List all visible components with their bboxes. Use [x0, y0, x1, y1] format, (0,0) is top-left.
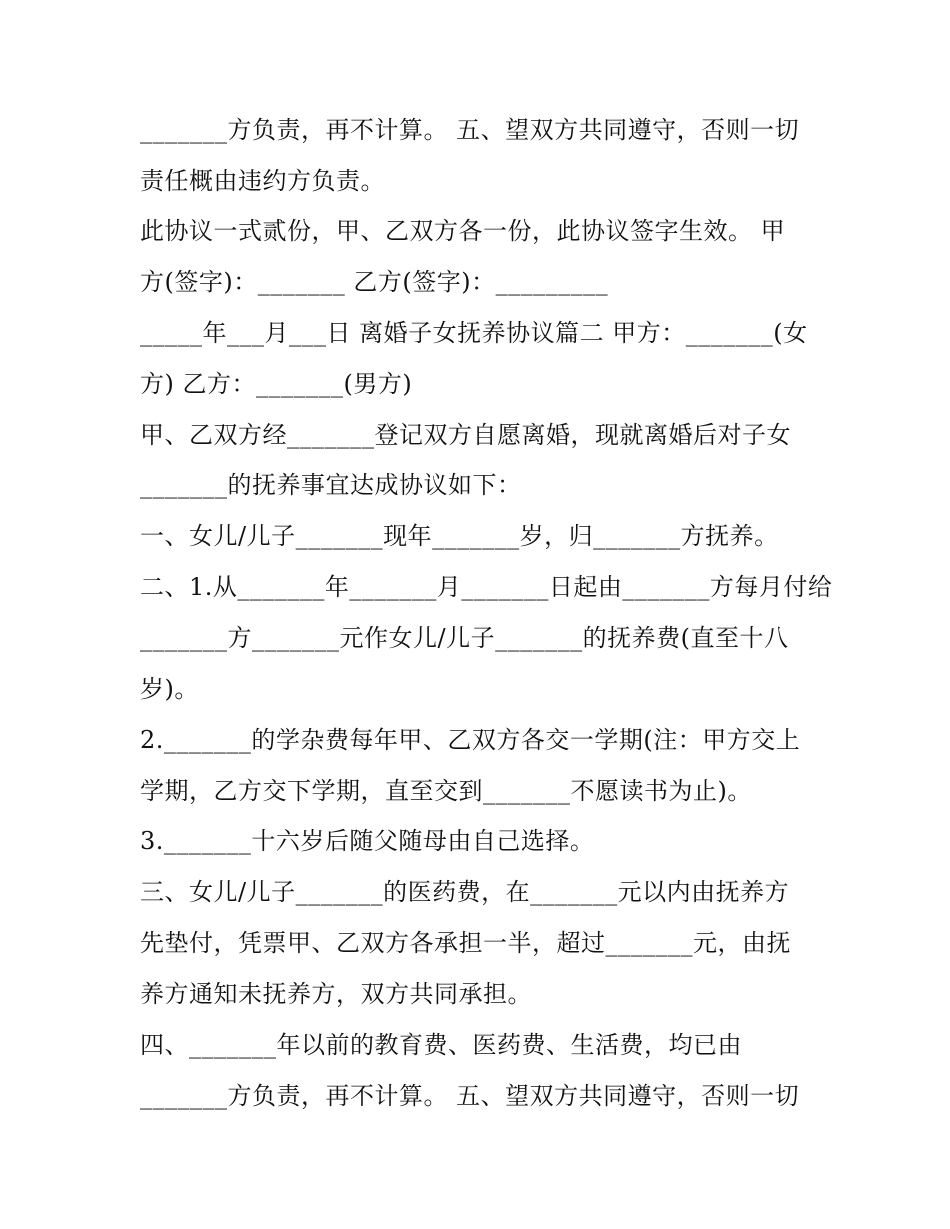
text-line: 方) 乙方：_______(男方): [140, 370, 413, 398]
text-line: 二、1.从_______年_______月_______日起由_______方每月付给: [140, 573, 833, 601]
text-line: _______方负责，再不计算。 五、望双方共同遵守，否则一切: [140, 1082, 800, 1110]
text-line: 三、女儿/儿子_______的医药费，在_______元以内由抚养方: [140, 878, 790, 906]
text-line: 养方通知未抚养方，双方共同承担。: [140, 980, 532, 1008]
text-line: _____年___月___日 离婚子女抚养协议篇二 甲方：_______(女: [140, 319, 808, 347]
text-line: 学期，乙方交下学期，直至交到_______不愿读书为止)。: [140, 777, 752, 805]
text-line: 此协议一式贰份，甲、乙双方各一份，此协议签字生效。 甲: [140, 217, 786, 245]
text-line: 四、_______年以前的教育费、医药费、生活费，均已由: [140, 1031, 742, 1059]
text-line: 先垫付，凭票甲、乙双方各承担一半，超过_______元，由抚: [140, 929, 791, 957]
text-line: 岁)。: [140, 675, 199, 703]
text-line: 甲、乙双方经_______登记双方自愿离婚，现就离婚后对子女: [140, 421, 791, 449]
text-line: 一、女儿/儿子_______现年_______岁，归_______方抚养。: [140, 522, 779, 550]
text-line: 方(签字)：_______ 乙方(签字)：_________: [140, 268, 609, 296]
text-line: _______的抚养事宜达成协议如下：: [140, 471, 522, 499]
text-line: 2._______的学杂费每年甲、乙双方各交一学期(注：甲方交上: [140, 726, 801, 754]
text-line: _______方_______元作女儿/儿子_______的抚养费(直至十八: [140, 624, 789, 652]
text-line: 责任概由违约方负责。: [140, 167, 385, 195]
text-line: _______方负责，再不计算。 五、望双方共同遵守，否则一切: [140, 116, 800, 144]
text-line: 3._______十六岁后随父随母由自己选择。: [140, 827, 595, 855]
